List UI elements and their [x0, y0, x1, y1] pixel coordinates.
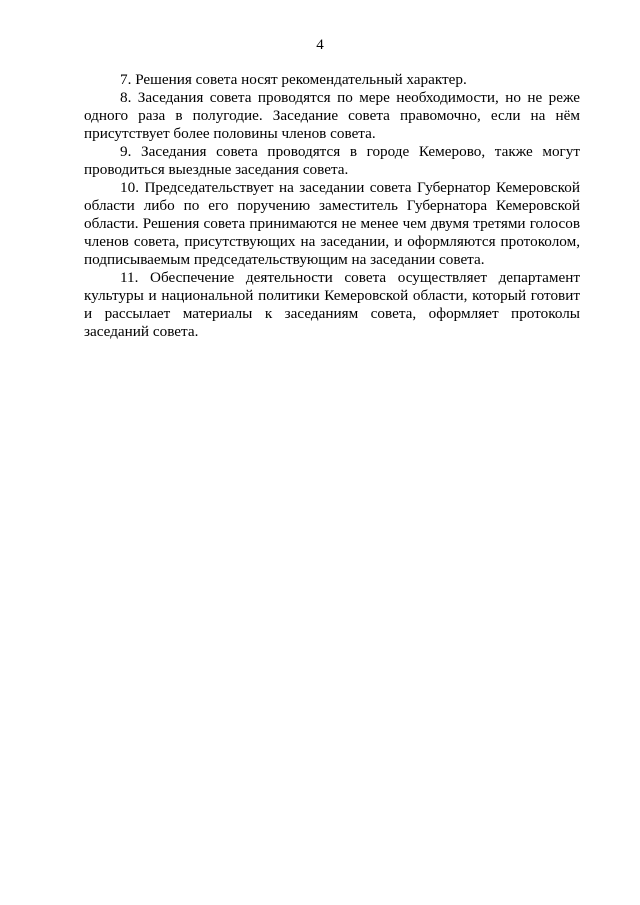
paragraph-7: 7. Решения совета носят рекомендательный характер. [120, 71, 467, 88]
page-number: 4 [316, 37, 324, 53]
document-body [84, 71, 580, 341]
paragraph-11: 11. Обеспечение деятельности совета осуществляет департамент культуры и национальной политики Кемеровской области, который готовит и рассылает материалы к заседаниям совета, оформляет протоколы заседаний совета. [84, 269, 580, 340]
paragraph-9: 9. Заседания совета проводятся в городе Кемерово, также могут проводиться выездные заседания совета. [84, 143, 580, 178]
paragraph-10: 10. Председательствует на заседании совета Губернатор Кемеровской области либо по его поручению заместитель Губернатора Кемеровской области. Решения совета принимаются не менее чем двумя третями голосов членов совета, присутствующих на заседании, и оформляются протоколом, подписываемым председательствующим на заседании совета. [84, 179, 580, 268]
paragraph-8: 8. Заседания совета проводятся по мере необходимости, но не реже одного раза в полугодие. Заседание совета правомочно, если на нём присутствует более половины членов совета. [84, 89, 580, 142]
